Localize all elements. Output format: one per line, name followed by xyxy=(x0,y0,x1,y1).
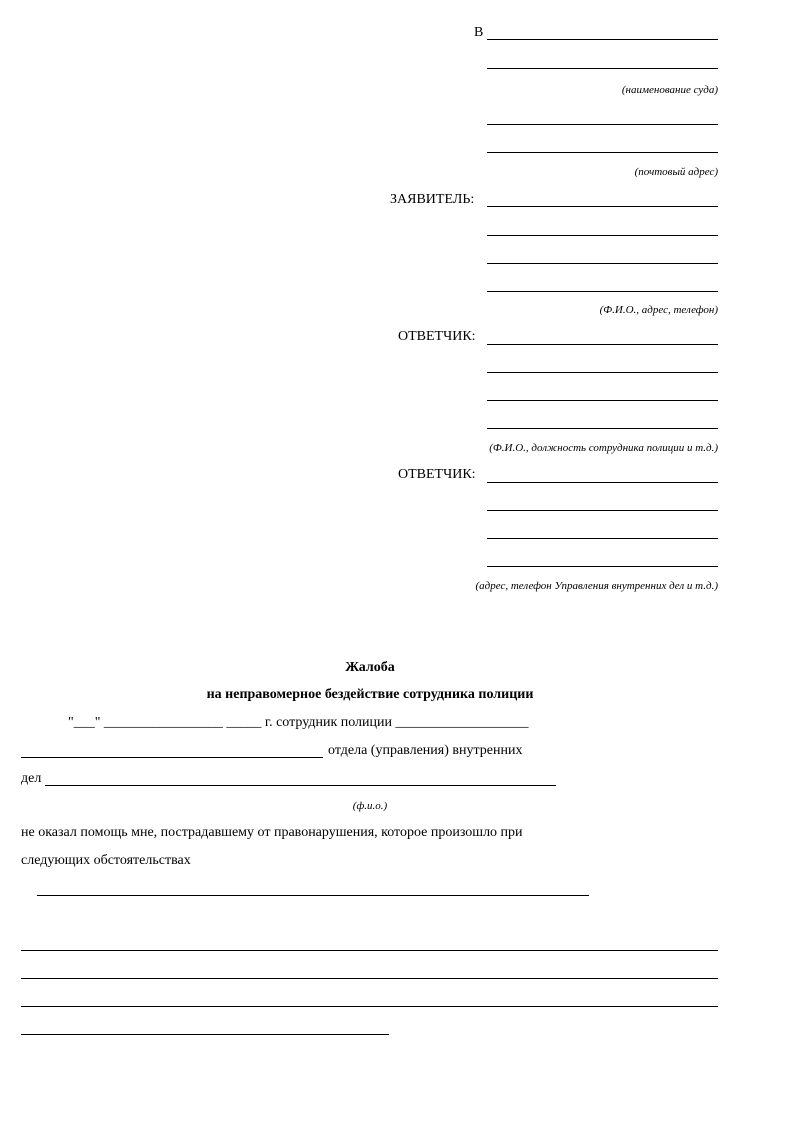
applicant-line-4[interactable] xyxy=(487,291,718,292)
applicant-line-3[interactable] xyxy=(487,263,718,264)
department-text: отдела (управления) внутренних xyxy=(328,743,523,758)
respondent2-line-2[interactable] xyxy=(487,510,718,511)
to-label: В xyxy=(474,25,484,40)
sentence-line-1: не оказал помощь мне, пострадавшему от правонарушения, которое произошло при xyxy=(21,825,523,840)
document-subtitle: на неправомерное бездействие сотрудника полиции xyxy=(206,687,534,702)
respondent1-label: ОТВЕТЧИК: xyxy=(398,329,476,344)
postal-address-caption: (почтовый адрес) xyxy=(634,166,718,178)
document-title: Жалоба xyxy=(345,660,395,675)
respondent2-line-1[interactable] xyxy=(487,482,718,483)
respondent1-caption: (Ф.И.О., должность сотрудника полиции и т.д.) xyxy=(489,442,718,454)
date-officer-line: "___" _________________ _____ г. сотрудник полиции ___________________ xyxy=(68,715,529,730)
respondent1-line-4[interactable] xyxy=(487,428,718,429)
circumstances-line-2[interactable] xyxy=(21,950,718,951)
postal-address-line-1[interactable] xyxy=(487,124,718,125)
applicant-line-1[interactable] xyxy=(487,206,718,207)
respondent1-line-2[interactable] xyxy=(487,372,718,373)
circumstances-line-3[interactable] xyxy=(21,978,718,979)
circumstances-line-5[interactable] xyxy=(21,1034,389,1035)
respondent1-line-1[interactable] xyxy=(487,344,718,345)
affairs-prefix: дел xyxy=(21,771,42,786)
respondent2-line-3[interactable] xyxy=(487,538,718,539)
court-name-line[interactable] xyxy=(487,39,718,40)
applicant-caption: (Ф.И.О., адрес, телефон) xyxy=(599,304,718,316)
fio-caption: (ф.и.о.) xyxy=(352,800,388,812)
respondent2-caption: (адрес, телефон Управления внутренних дел и т.д.) xyxy=(475,580,718,592)
postal-address-line-2[interactable] xyxy=(487,152,718,153)
applicant-line-2[interactable] xyxy=(487,235,718,236)
affairs-line[interactable] xyxy=(45,785,556,786)
circumstances-line-1[interactable] xyxy=(37,895,589,896)
respondent1-line-3[interactable] xyxy=(487,400,718,401)
circumstances-line-4[interactable] xyxy=(21,1006,718,1007)
respondent2-line-4[interactable] xyxy=(487,566,718,567)
court-name-line-2[interactable] xyxy=(487,68,718,69)
officer-name-line[interactable] xyxy=(21,757,323,758)
respondent2-label: ОТВЕТЧИК: xyxy=(398,467,476,482)
applicant-label: ЗАЯВИТЕЛЬ: xyxy=(390,192,475,207)
sentence-line-2: следующих обстоятельствах xyxy=(21,853,191,868)
court-caption: (наименование суда) xyxy=(621,84,718,96)
